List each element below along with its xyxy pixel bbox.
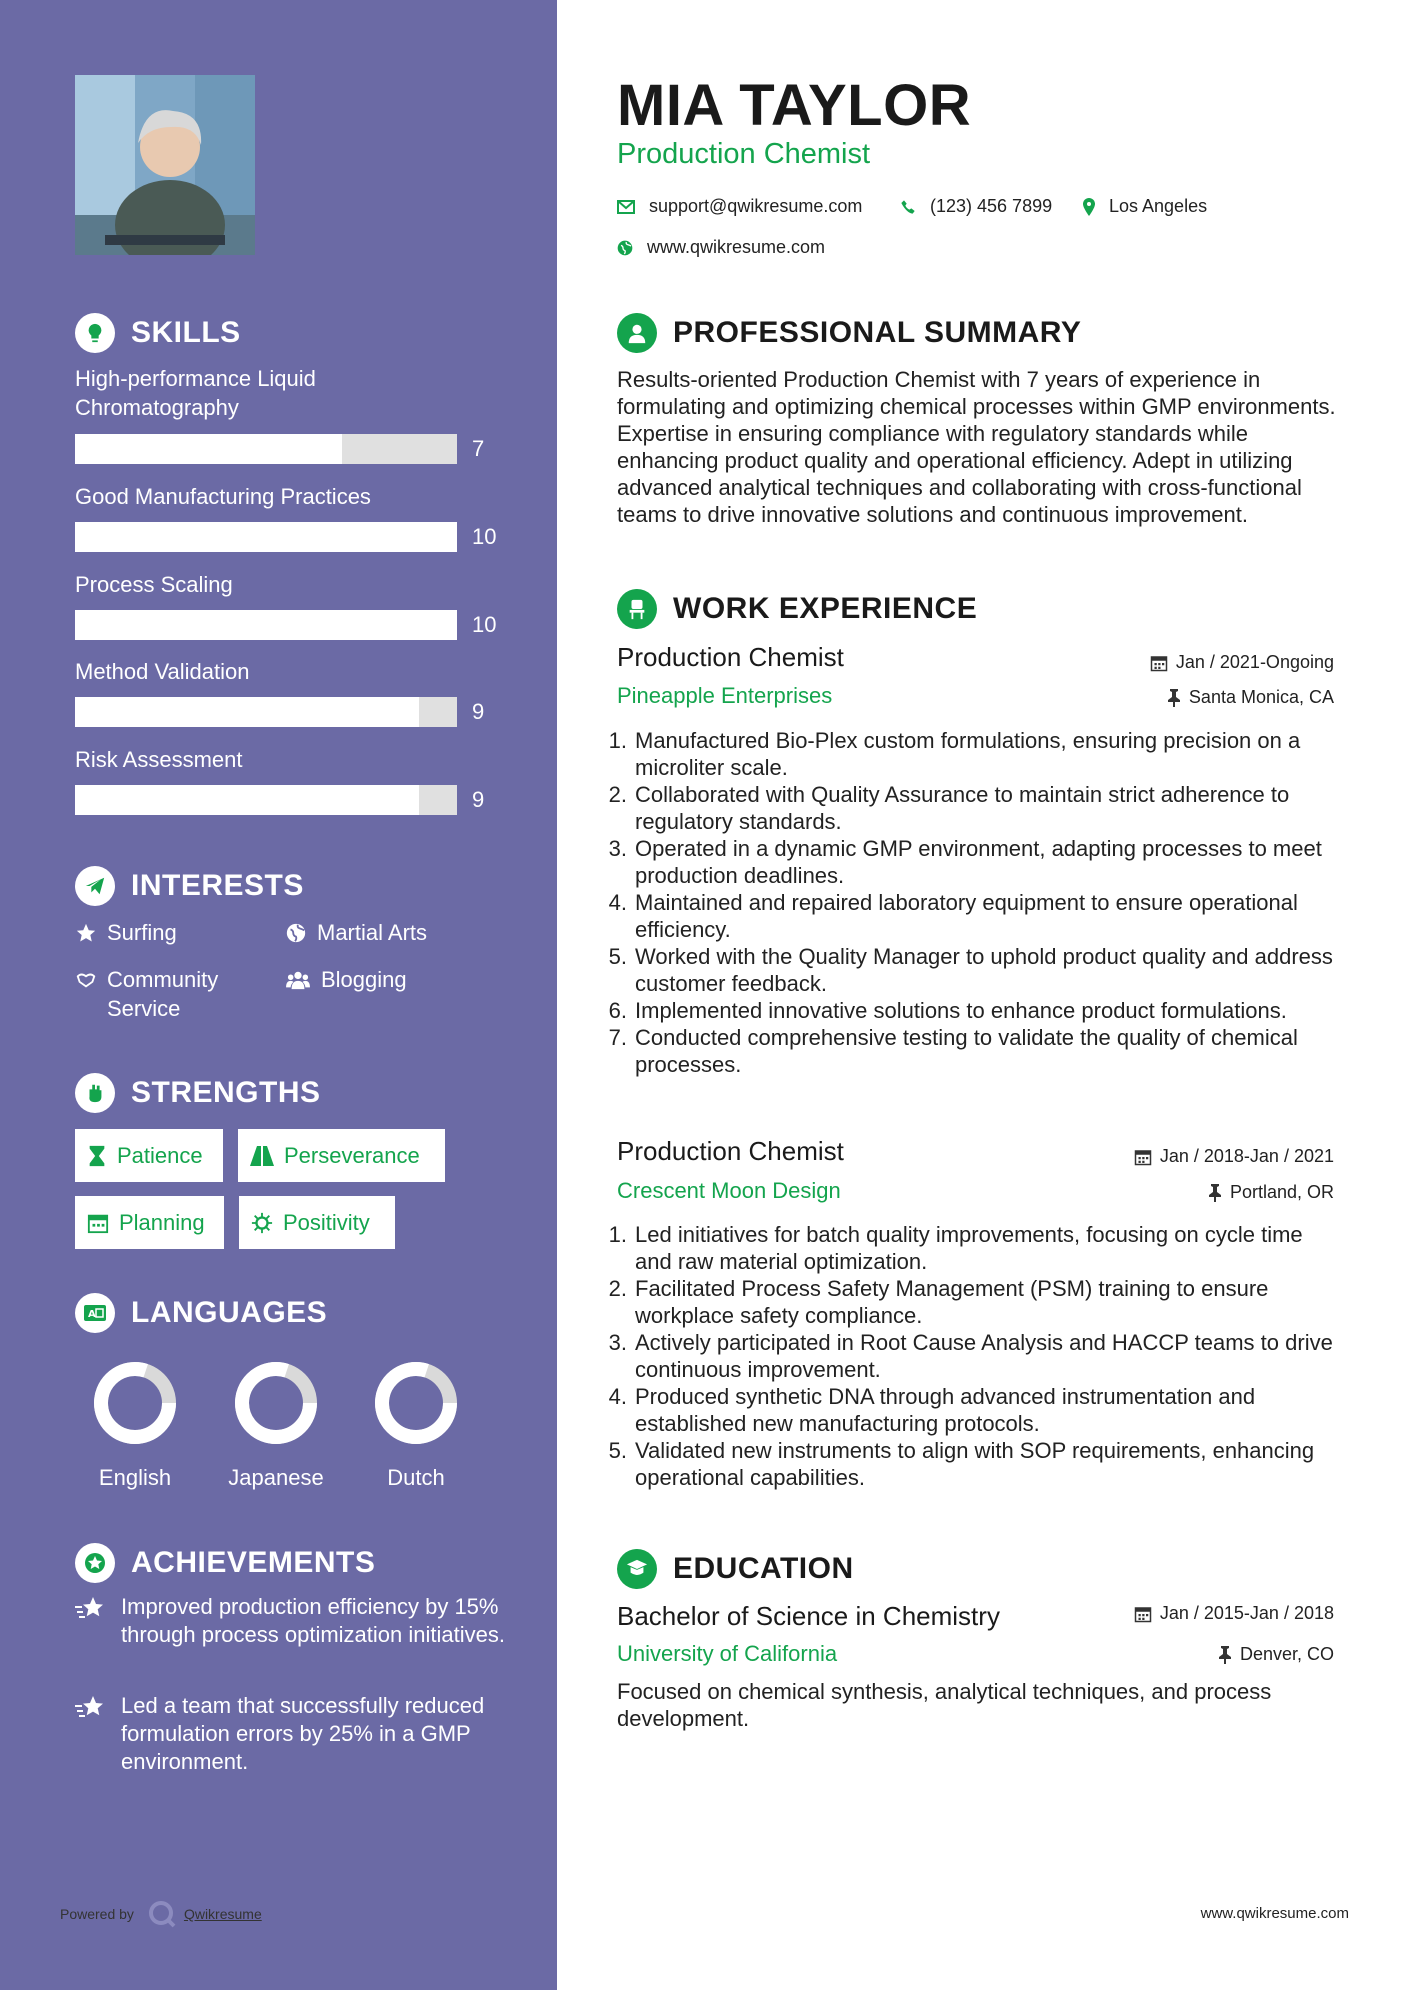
contact-website [617, 237, 825, 258]
map-pin-icon [1083, 198, 1095, 216]
language-donut [371, 1358, 461, 1448]
fist-icon [75, 1073, 115, 1113]
achievements-heading [75, 1543, 375, 1583]
bullet-text: Worked with the Quality Manager to uphold product quality and address customer feedback. [635, 944, 1333, 996]
powered-by-label: Powered by [60, 1906, 134, 1922]
bullet-text: Conducted comprehensive testing to validate the quality of chemical processes. [635, 1025, 1298, 1077]
bullet-number: 5. [608, 1438, 627, 1463]
skill-bar-fill [75, 522, 457, 552]
language-donut [231, 1358, 321, 1448]
job-bullet [608, 1437, 1338, 1491]
skill-value: 10 [472, 612, 497, 637]
graduate-icon [617, 1549, 657, 1589]
email-icon [617, 200, 635, 214]
contact-location [1083, 196, 1207, 217]
achievement-text: Improved production efficiency by 15% through process optimization initiatives. [121, 1594, 505, 1647]
road-icon [250, 1146, 274, 1166]
strengths-title: STRENGTHS [131, 1076, 321, 1109]
qwikresume-link[interactable]: Qwikresume [183, 1906, 262, 1922]
location-text: Los Angeles [1109, 196, 1208, 216]
job-location [1208, 1182, 1334, 1203]
experience-title: WORK EXPERIENCE [673, 592, 978, 625]
bullet-number: 4. [608, 890, 627, 915]
skill-bar-fill [75, 434, 342, 464]
job-bullet [608, 1024, 1338, 1078]
email-text[interactable]: support@qwikresume.com [649, 196, 863, 216]
language-item [65, 1358, 205, 1491]
star-trophy-icon [75, 1694, 107, 1722]
skill-name: Process Scaling [75, 572, 233, 597]
interest-item [285, 918, 427, 947]
job-dates-text: Jan / 2018-Jan / 2021 [1159, 1146, 1334, 1166]
language-item [346, 1358, 486, 1491]
calendar-icon [1134, 1148, 1152, 1166]
skill-bar-fill [75, 610, 457, 640]
skill-bar [75, 785, 457, 815]
job-location [1167, 687, 1334, 708]
skill-name: Risk Assessment [75, 747, 243, 772]
skill-item [75, 482, 505, 549]
bullet-number: 2. [608, 782, 627, 807]
user-icon [617, 313, 657, 353]
bullet-text: Manufactured Bio-Plex custom formulations, ensuring precision on a microliter scale. [635, 728, 1301, 780]
bullet-text: Actively participated in Root Cause Analysis and HACCP teams to drive continuous improvement. [635, 1330, 1333, 1382]
summary-heading [617, 313, 1081, 353]
candidate-role: Production Chemist [617, 138, 871, 170]
strength-badge [239, 1196, 395, 1249]
bullet-text: Facilitated Process Safety Management (PSM) training to ensure workplace safety compliance. [635, 1276, 1269, 1328]
globe-icon [285, 922, 307, 944]
skills-title: SKILLS [131, 316, 241, 349]
bullet-text: Collaborated with Quality Assurance to maintain strict adherence to regulatory standards. [635, 782, 1290, 834]
summary-text: Results-oriented Production Chemist with 7 years of experience in formulating and optimizing chemical processes within GMP environments. Expertise in ensuring compliance with regulatory standards while enhancing product quality and operational efficiency. Adept in utilizing advanced analytical techniques and collaborating with cross-functional teams to drive innovative solutions and continuous improvement. [617, 367, 1336, 527]
language-donut [90, 1358, 180, 1448]
strengths-heading [75, 1073, 321, 1113]
bullet-text: Produced synthetic DNA through advanced instrumentation and established new manufacturing protocols. [635, 1384, 1256, 1436]
skill-item [75, 364, 505, 461]
users-icon [285, 969, 311, 991]
skill-name: Good Manufacturing Practices [75, 484, 371, 509]
language-name: Japanese [228, 1465, 324, 1490]
skill-item [75, 570, 505, 637]
bullet-number: 5. [608, 944, 627, 969]
bullet-text: Led initiatives for batch quality improvements, focusing on cycle time and raw material optimization. [635, 1222, 1303, 1274]
interests-heading [75, 866, 304, 906]
strength-badge [75, 1196, 224, 1249]
job-bullet [608, 1275, 1338, 1329]
award-icon [75, 1543, 115, 1583]
job-bullet [608, 727, 1338, 781]
sidebar [0, 0, 557, 1990]
bullet-text: Operated in a dynamic GMP environment, adapting processes to meet production deadlines. [635, 836, 1322, 888]
bullet-number: 7. [608, 1025, 627, 1050]
profile-photo [75, 75, 255, 255]
strength-badge [238, 1129, 445, 1182]
bullet-number: 3. [608, 836, 627, 861]
job-bullet [608, 943, 1338, 997]
job-bullet [608, 1329, 1338, 1383]
job-bullet [608, 1383, 1338, 1437]
job-bullet [608, 997, 1338, 1024]
job-dates [1134, 1146, 1334, 1167]
bullet-text: Implemented innovative solutions to enhance product formulations. [635, 998, 1287, 1023]
strength-badge [75, 1129, 223, 1182]
strength-label: Patience [117, 1142, 203, 1168]
interest-label: Community Service [107, 967, 219, 1021]
interest-label: Blogging [321, 967, 407, 992]
strength-label: Positivity [283, 1209, 370, 1235]
skill-bar-fill [75, 697, 419, 727]
education-dates [1134, 1603, 1334, 1624]
language-icon [75, 1293, 115, 1333]
skill-value: 7 [472, 436, 485, 461]
job-company: Crescent Moon Design [617, 1178, 841, 1203]
bullet-text: Validated new instruments to align with SOP requirements, enhancing operational capabilities. [635, 1438, 1315, 1490]
interests-title: INTERESTS [131, 869, 304, 902]
achievement-text: Led a team that successfully reduced formulation errors by 25% in a GMP environment. [121, 1693, 485, 1774]
bullet-text: Maintained and repaired laboratory equipment to ensure operational efficiency. [635, 890, 1298, 942]
interest-item [75, 918, 177, 947]
achievements-title: ACHIEVEMENTS [131, 1546, 376, 1579]
skill-value: 10 [472, 524, 497, 549]
job-bullets [608, 727, 1338, 1078]
calendar-icon [1150, 654, 1168, 672]
paper-plane-icon [75, 866, 115, 906]
pushpin-icon [1218, 1646, 1232, 1664]
phone-text[interactable]: (123) 456 7899 [930, 196, 1053, 216]
strength-label: Planning [119, 1209, 205, 1235]
skill-value: 9 [472, 787, 485, 812]
job-location-text: Santa Monica, CA [1188, 687, 1334, 707]
job-bullets [608, 1221, 1338, 1491]
education-dates-text: Jan / 2015-Jan / 2018 [1159, 1603, 1334, 1623]
skill-item [75, 745, 505, 812]
skill-bar [75, 697, 457, 727]
education-text: Focused on chemical synthesis, analytical techniques, and process development. [617, 1679, 1272, 1731]
education-title: EDUCATION [673, 1552, 854, 1585]
contact-email [617, 196, 862, 217]
lightbulb-icon [75, 313, 115, 353]
education-school: University of California [617, 1641, 838, 1666]
skill-bar [75, 522, 457, 552]
interest-item [285, 965, 407, 994]
svg-text:A: A [88, 1309, 96, 1320]
footer-url[interactable]: www.qwikresume.com [1200, 1905, 1349, 1922]
candidate-name: MIA TAYLOR [617, 73, 972, 138]
job-company: Pineapple Enterprises [617, 683, 833, 708]
job-bullet [608, 781, 1338, 835]
education-degree: Bachelor of Science in Chemistry [617, 1601, 1000, 1631]
skill-bar [75, 610, 457, 640]
pushpin-icon [1208, 1184, 1222, 1202]
skills-heading [75, 313, 241, 353]
hourglass-icon [87, 1145, 107, 1167]
language-name: English [98, 1465, 172, 1490]
achievement-item [75, 1593, 505, 1649]
bullet-number: 4. [608, 1384, 627, 1409]
experience-heading [617, 589, 977, 629]
education-location-text: Denver, CO [1239, 1644, 1334, 1664]
languages-heading [75, 1293, 327, 1333]
job-bullet [608, 1221, 1338, 1275]
interest-item [75, 965, 265, 1023]
star-trophy-icon [75, 1595, 107, 1623]
education-heading [617, 1549, 854, 1589]
interest-label: Martial Arts [317, 920, 428, 945]
globe-icon [617, 240, 633, 256]
skill-item [75, 657, 505, 724]
languages-title: LANGUAGES [131, 1296, 328, 1329]
calendar-icon [1134, 1605, 1152, 1623]
skill-name: Method Validation [75, 659, 250, 684]
education-location [1218, 1644, 1334, 1665]
bullet-number: 1. [608, 728, 627, 753]
phone-icon [900, 199, 916, 215]
job-location-text: Portland, OR [1229, 1182, 1334, 1202]
skill-name: High-performance Liquid Chromatography [75, 366, 316, 420]
star-icon [75, 922, 97, 944]
interest-label: Surfing [107, 920, 177, 945]
skill-bar [75, 434, 457, 464]
hands-icon [75, 969, 97, 991]
job-bullet [608, 835, 1338, 889]
job-title: Production Chemist [617, 1136, 844, 1166]
bullet-number: 1. [608, 1222, 627, 1247]
contact-phone [900, 196, 1052, 217]
qwikresume-logo-icon [148, 1900, 176, 1928]
chair-icon [617, 589, 657, 629]
powered-by [60, 1900, 262, 1928]
bullet-number: 2. [608, 1276, 627, 1301]
website-text[interactable]: www.qwikresume.com [647, 237, 826, 257]
language-item [206, 1358, 346, 1491]
pushpin-icon [1167, 689, 1181, 707]
bullet-number: 6. [608, 998, 627, 1023]
job-bullet [608, 889, 1338, 943]
job-dates [1150, 652, 1334, 673]
skill-bar-fill [75, 785, 419, 815]
calendar-icon [87, 1212, 109, 1234]
bullet-number: 3. [608, 1330, 627, 1355]
skill-value: 9 [472, 699, 485, 724]
job-title: Production Chemist [617, 642, 844, 672]
sun-icon [251, 1212, 273, 1234]
summary-title: PROFESSIONAL SUMMARY [673, 316, 1082, 349]
strength-label: Perseverance [284, 1142, 420, 1168]
achievement-item [75, 1692, 505, 1776]
language-name: Dutch [387, 1465, 445, 1490]
job-dates-text: Jan / 2021-Ongoing [1175, 652, 1334, 672]
